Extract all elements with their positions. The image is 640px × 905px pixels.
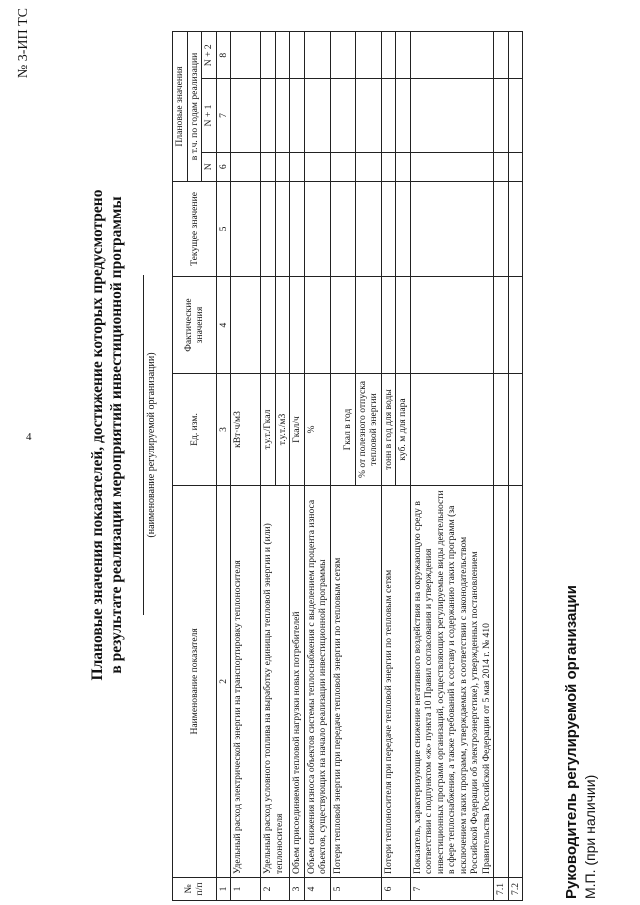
row-name: Удельный расход условного топлива на выработку единицы тепловой энергии и (или) теплоносителя: [261, 485, 290, 877]
row-unit: тонн в год для воды: [381, 374, 396, 486]
table-row: [231, 32, 261, 901]
table-row: [290, 32, 305, 901]
row-unit: %: [304, 374, 330, 486]
row-num: 3: [290, 877, 305, 900]
row-unit: Гкал в год: [330, 374, 355, 486]
header-actual: Фактические значения: [173, 276, 217, 373]
row-unit: [410, 374, 494, 486]
header-n2: N + 2: [202, 32, 217, 79]
header-by-year: в т.ч. по годам реализации: [187, 32, 202, 182]
form-code: № 3-ИП ТС: [16, 8, 31, 79]
table-row: [494, 32, 509, 901]
signature-block: [563, 585, 598, 899]
footer-line-1: Руководитель регулируемой организации: [563, 585, 580, 899]
row-name: Удельный расход электрической энергии на транспортировку теплоносителя: [231, 485, 261, 877]
table-row: [261, 32, 276, 901]
indicators-table: [172, 31, 523, 901]
row-name: [494, 485, 509, 877]
row-name: Потери тепловой энергии при передаче тепловой энергии по тепловым сетям: [330, 485, 381, 877]
header-n1: N + 1: [202, 79, 217, 152]
row-num: 2: [261, 877, 290, 900]
footer-line-2: М.П. (при наличии): [582, 774, 598, 899]
col-index: 8: [216, 32, 231, 79]
row-unit-2: % от полезного отпуска тепловой энергии: [355, 374, 381, 486]
row-num: 7.1: [494, 877, 509, 900]
header-planned: Плановые значения: [173, 32, 188, 182]
row-num: 6: [381, 877, 410, 900]
org-name-line: [143, 275, 144, 615]
col-index: 6: [216, 152, 231, 181]
col-index: 7: [216, 79, 231, 152]
table-row: [330, 32, 355, 901]
page-number: 4: [26, 431, 32, 443]
row-name: [508, 485, 523, 877]
row-name: Объем снижения износа объектов системы теплоснабжения с выделением процента износа объектов, существующих на начало реализации инвестиционной программы: [304, 485, 330, 877]
row-num: 7: [410, 877, 494, 900]
row-num: 4: [304, 877, 330, 900]
row-num: 5: [330, 877, 381, 900]
header-num: № п/п: [173, 877, 217, 900]
header-n: N: [202, 152, 217, 181]
row-unit: Гкал/ч: [290, 374, 305, 486]
table-row: [508, 32, 523, 901]
row-name: Объем присоединяемой тепловой нагрузки новых потребителей: [290, 485, 305, 877]
header-name: Наименование показателя: [173, 485, 217, 877]
col-index: 2: [216, 485, 231, 877]
row-unit: [494, 374, 509, 486]
row-unit: кВт·ч/м3: [231, 374, 261, 486]
title-line-2: в результате реализации мероприятий инвестиционной программы: [108, 196, 125, 674]
row-num: 1: [231, 877, 261, 900]
column-index-row: [216, 32, 231, 901]
page-title: [88, 55, 126, 815]
header-unit: Ед. изм.: [173, 374, 217, 486]
col-index: 4: [216, 276, 231, 373]
row-unit-2: куб. м для пара: [396, 374, 411, 486]
col-index: 1: [216, 877, 231, 900]
row-name: Потери теплоносителя при передаче тепловой энергии по тепловым сетям: [381, 485, 410, 877]
row-unit: т.у.т./Гкал: [261, 374, 276, 486]
table-row: [381, 32, 396, 901]
header-current: Текущее значение: [173, 182, 217, 277]
title-line-1: Плановые значения показателей, достижение которых предусмотрено: [89, 189, 106, 681]
row-num: 7.2: [508, 877, 523, 900]
row-name: Показатель, характеризующие снижение негативного воздействия на окружающую среду в соответствии с подпунктом «ж» пункта 10 Правил согласования и утверждения инвестиционных программ организаций, осуществляющих регулируемые виды деятельности в сфере теплоснабжения, а также требований к составу и содержанию таких программ (за исключением таких программ, утверждаемых в соответствии с законодательством Российской Федерации об электроэнергетике), утвержденных постановлением Правительства Российской Федерации от 5 мая 2014 г. № 410: [410, 485, 494, 877]
org-caption: (наименование регулируемой организации): [146, 352, 157, 538]
col-index: 3: [216, 374, 231, 486]
table-row: [304, 32, 330, 901]
table-row: [410, 32, 494, 901]
row-unit: [508, 374, 523, 486]
row-unit-2: т.у.т./м3: [275, 374, 290, 486]
col-index: 5: [216, 182, 231, 277]
